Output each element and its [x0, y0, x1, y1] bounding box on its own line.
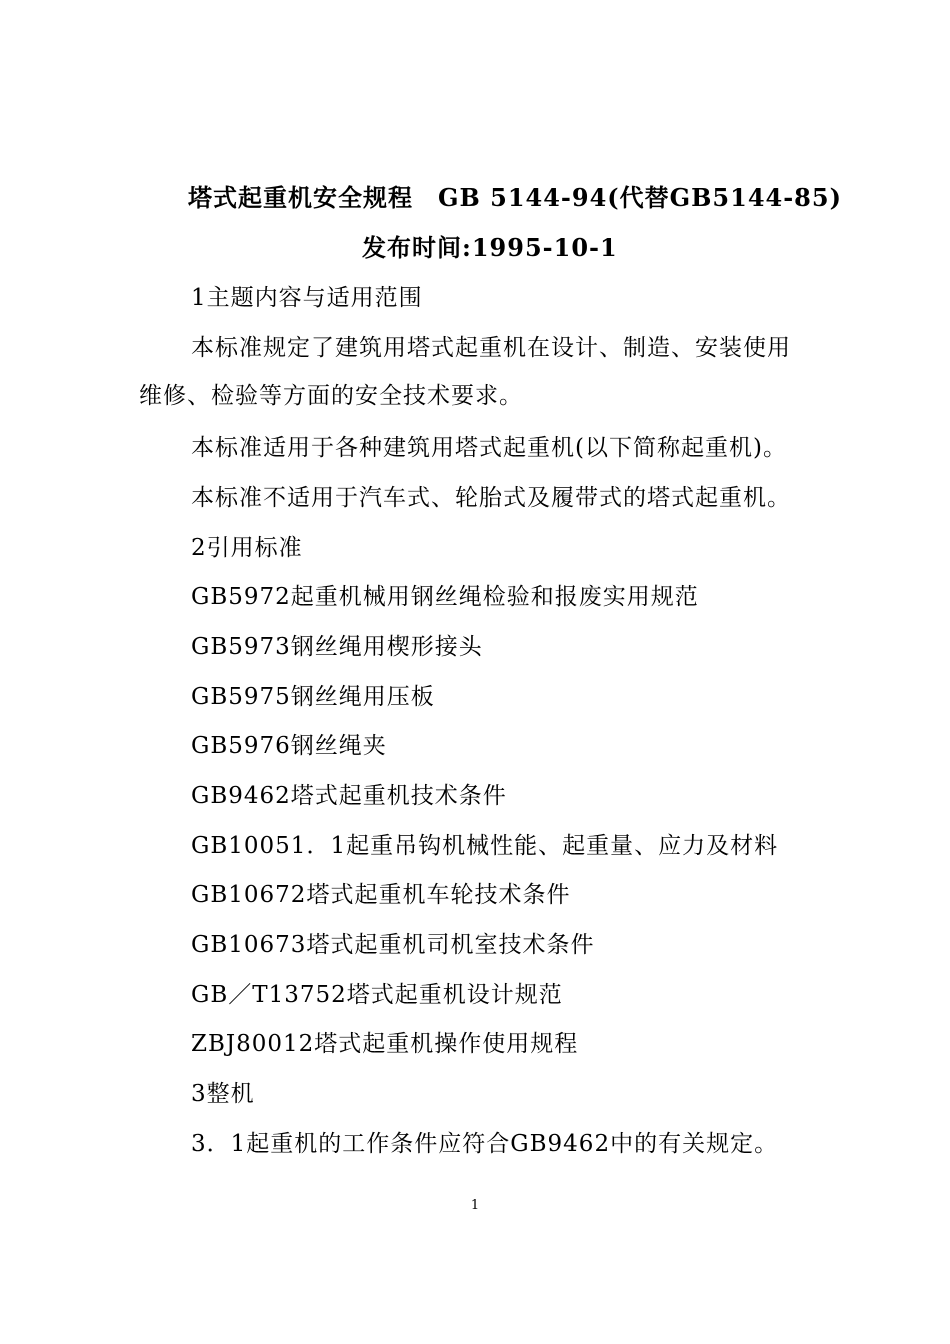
paragraph-3: 本标准不适用于汽车式、轮胎式及履带式的塔式起重机。	[191, 485, 791, 511]
section-2-heading: 2引用标准	[191, 535, 303, 561]
reference-item: ZBJ80012塔式起重机操作使用规程	[191, 1031, 579, 1057]
reference-item: GB／T13752塔式起重机设计规范	[191, 982, 563, 1008]
reference-item: GB10051．1起重吊钩机械性能、起重量、应力及材料	[191, 833, 779, 859]
publish-date: 发布时间:1995-10-1	[362, 233, 618, 262]
reference-item: GB10672塔式起重机车轮技术条件	[191, 882, 571, 908]
page-number: 1	[470, 1198, 480, 1213]
section-3-heading: 3整机	[191, 1081, 255, 1107]
reference-item: GB5975钢丝绳用压板	[191, 684, 435, 710]
reference-item: GB5973钢丝绳用楔形接头	[191, 634, 483, 660]
reference-item: GB10673塔式起重机司机室技术条件	[191, 932, 595, 958]
paragraph-2: 本标准适用于各种建筑用塔式起重机(以下简称起重机)。	[191, 435, 787, 461]
reference-item: GB5972起重机械用钢丝绳检验和报废实用规范	[191, 584, 699, 610]
reference-item: GB5976钢丝绳夹	[191, 733, 387, 759]
document-title: 塔式起重机安全规程 GB 5144-94(代替GB5144-85)	[188, 183, 842, 212]
section-1-heading: 1主题内容与适用范围	[191, 285, 423, 311]
paragraph-1-line-1: 本标准规定了建筑用塔式起重机在设计、制造、安装使用	[191, 335, 791, 361]
paragraph-1-line-2: 维修、检验等方面的安全技术要求。	[139, 383, 523, 409]
clause-3-1: 3．1起重机的工作条件应符合GB9462中的有关规定。	[191, 1131, 779, 1157]
reference-item: GB9462塔式起重机技术条件	[191, 783, 507, 809]
